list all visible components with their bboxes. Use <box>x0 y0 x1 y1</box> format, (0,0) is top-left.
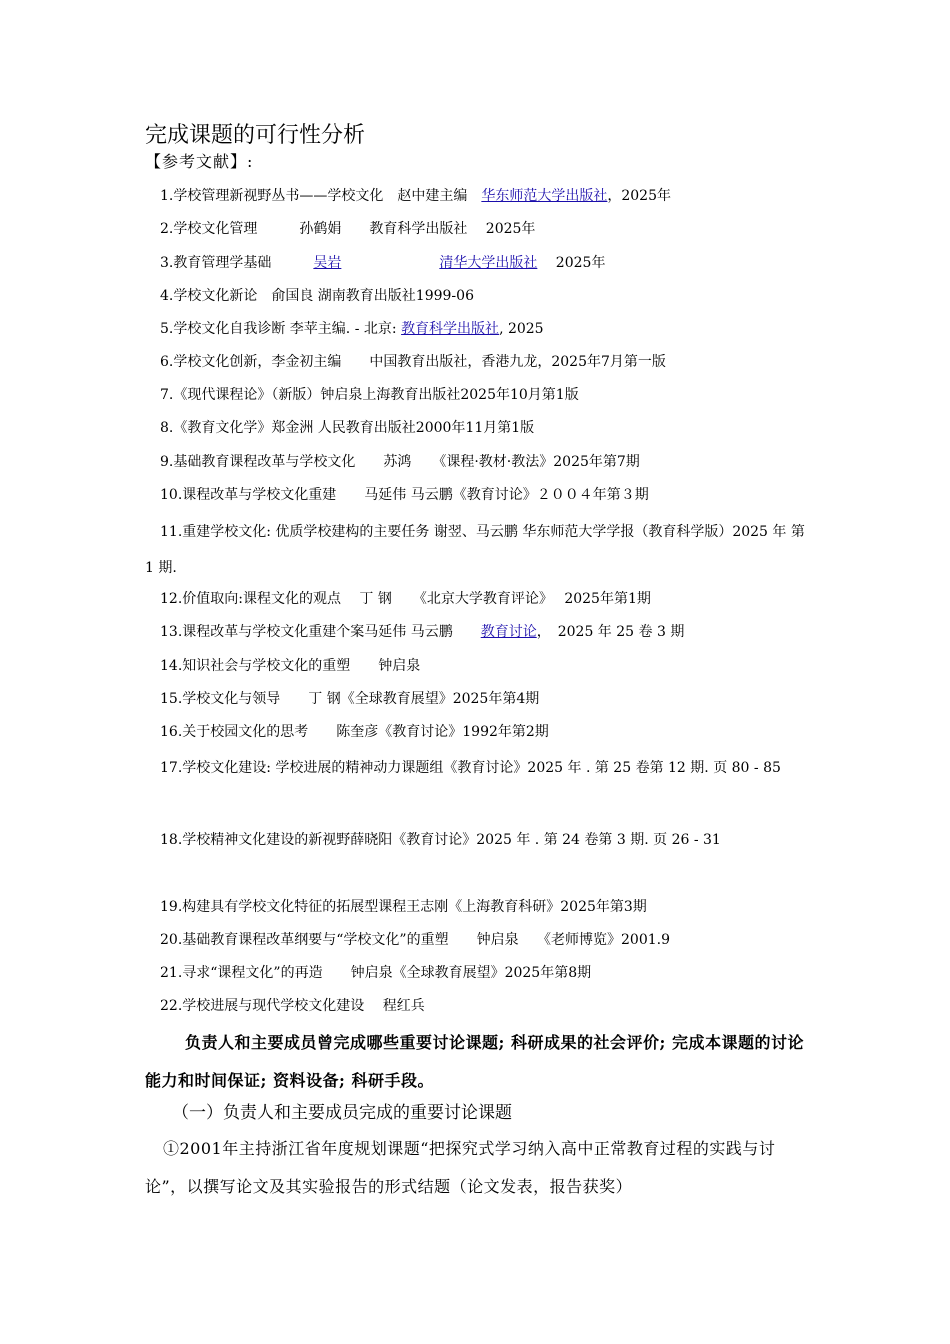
body-paragraph: ①2001年主持浙江省年度规划课题“把探究式学习纳入高中正常教育过程的实践与讨论”，以撰写论文及其实验报告的形式结题（论文发表，报告获奖） <box>145 1139 776 1196</box>
reference-text: 学校文化新论 俞国良 湖南教育出版社1999-06 <box>173 288 474 304</box>
reference-text: 学校进展与现代学校文化建设 程红兵 <box>182 998 425 1014</box>
reference-item <box>160 930 810 950</box>
reference-number: 20. <box>160 932 183 948</box>
reference-item <box>160 485 810 505</box>
reference-item <box>160 452 810 472</box>
reference-text: 课程改革与学校文化重建 马延伟 马云鹏《教育讨论》２００４年第３期 <box>182 487 649 503</box>
reference-text: 学校文化建设: 学校进展的精神动力课题组《教育讨论》2025 年 . 第 25 卷第 12 期. 页 80 - 85 <box>182 760 781 776</box>
reference-text: 基础教育课程改革纲要与“学校文化”的重塑 钟启泉 《老师博览》2001.9 <box>182 932 671 948</box>
references-heading: 【参考文献】: <box>145 152 254 171</box>
reference-item <box>160 352 810 372</box>
reference-number: 14. <box>160 658 183 674</box>
reference-text: 学校文化自我诊断 李苹主编. - 北京: <box>173 321 402 337</box>
reference-text: ， 2025 年 25 卷 3 期 <box>536 624 685 640</box>
reference-number: 17. <box>160 760 183 776</box>
reference-text: 学校文化与领导 丁 钢《全球教育展望》2025年第4期 <box>182 691 540 707</box>
reference-number: 19. <box>160 899 183 915</box>
reference-item <box>160 253 810 273</box>
reference-number: 10. <box>160 487 183 503</box>
reference-link[interactable]: 教育讨论 <box>480 624 537 640</box>
reference-text: 知识社会与学校文化的重塑 钟启泉 <box>182 658 421 674</box>
reference-text: 关于校园文化的思考 陈奎彦《教育讨论》1992年第2期 <box>182 724 549 740</box>
reference-item <box>160 722 810 742</box>
reference-item <box>160 286 810 306</box>
reference-text: 教育管理学基础 <box>173 255 314 271</box>
reference-text: 课程改革与学校文化重建个案马延伟 马云鹏 <box>182 624 481 640</box>
reference-number: 18. <box>160 832 183 848</box>
reference-item <box>160 963 810 983</box>
reference-number: 15. <box>160 691 183 707</box>
reference-item <box>160 385 810 405</box>
reference-text: 学校文化管理 孙鹤娟 教育科学出版社 2025年 <box>173 221 536 237</box>
reference-link[interactable]: 清华大学出版社 <box>439 255 538 271</box>
reference-item <box>145 750 810 786</box>
reference-number: 6. <box>160 354 174 370</box>
reference-text <box>341 255 439 271</box>
section-subheading: （一）负责人和主要成员完成的重要讨论课题 <box>172 1103 512 1123</box>
reference-text: ，2025年 <box>607 188 671 204</box>
reference-item <box>160 689 810 709</box>
reference-number: 1. <box>160 188 174 204</box>
reference-text: , 2025 <box>499 321 544 337</box>
reference-number: 21. <box>160 965 183 981</box>
reference-text: 寻求“课程文化”的再造 钟启泉《全球教育展望》2025年第8期 <box>182 965 592 981</box>
reference-number: 5. <box>160 321 174 337</box>
reference-text: 学校管理新视野丛书——学校文化 赵中建主编 <box>173 188 482 204</box>
reference-text: 重建学校文化: 优质学校建构的主要任务 谢翌、马云鹏 华东师范大学学报（教育科学版）2025 年 第 1 期. <box>145 524 805 576</box>
reference-number: 7. <box>160 387 174 403</box>
reference-number: 16. <box>160 724 183 740</box>
reference-number: 9. <box>160 454 174 470</box>
reference-text: 学校文化创新，李金初主编 中国教育出版社，香港九龙，2025年7月第一版 <box>173 354 666 370</box>
reference-link[interactable]: 华东师范大学出版社 <box>481 188 608 204</box>
reference-item <box>145 822 810 858</box>
reference-text: 学校精神文化建设的新视野薛晓阳《教育讨论》2025 年 . 第 24 卷第 3 期. 页 26 - 31 <box>182 832 721 848</box>
reference-number: 13. <box>160 624 183 640</box>
reference-item <box>160 897 810 917</box>
reference-item <box>160 186 810 206</box>
reference-text: 基础教育课程改革与学校文化 苏鸿 《课程·教材·教法》2025年第7期 <box>173 454 640 470</box>
bold-paragraph: 负责人和主要成员曾完成哪些重要讨论课题; 科研成果的社会评价; 完成本课题的讨论能力和时间保证; 资料设备; 科研手段。 <box>145 1033 804 1090</box>
reference-item <box>145 514 810 586</box>
reference-text: 构建具有学校文化特征的拓展型课程王志刚《上海教育科研》2025年第3期 <box>182 899 647 915</box>
reference-number: 4. <box>160 288 174 304</box>
reference-text: 2025年 <box>537 255 606 271</box>
reference-item <box>160 622 810 642</box>
reference-number: 12. <box>160 591 183 607</box>
reference-number: 3. <box>160 255 174 271</box>
reference-item <box>160 996 810 1016</box>
reference-item <box>160 418 810 438</box>
reference-item <box>160 589 810 609</box>
reference-text: 《教育文化学》郑金洲 人民教育出版社2000年11月第1版 <box>173 420 535 436</box>
reference-text: 价值取向:课程文化的观点 丁 钢 《北京大学教育评论》 2025年第1期 <box>182 591 651 607</box>
reference-link[interactable]: 教育科学出版社 <box>401 321 500 337</box>
reference-number: 8. <box>160 420 174 436</box>
reference-item <box>160 219 810 239</box>
page-title: 完成课题的可行性分析 <box>145 123 366 148</box>
reference-number: 22. <box>160 998 183 1014</box>
reference-text: 《现代课程论》（新版）钟启泉上海教育出版社2025年10月第1版 <box>173 387 579 403</box>
reference-number: 11. <box>160 524 183 540</box>
reference-number: 2. <box>160 221 174 237</box>
reference-item <box>160 656 810 676</box>
reference-link[interactable]: 吴岩 <box>313 255 342 271</box>
reference-item <box>160 319 810 339</box>
